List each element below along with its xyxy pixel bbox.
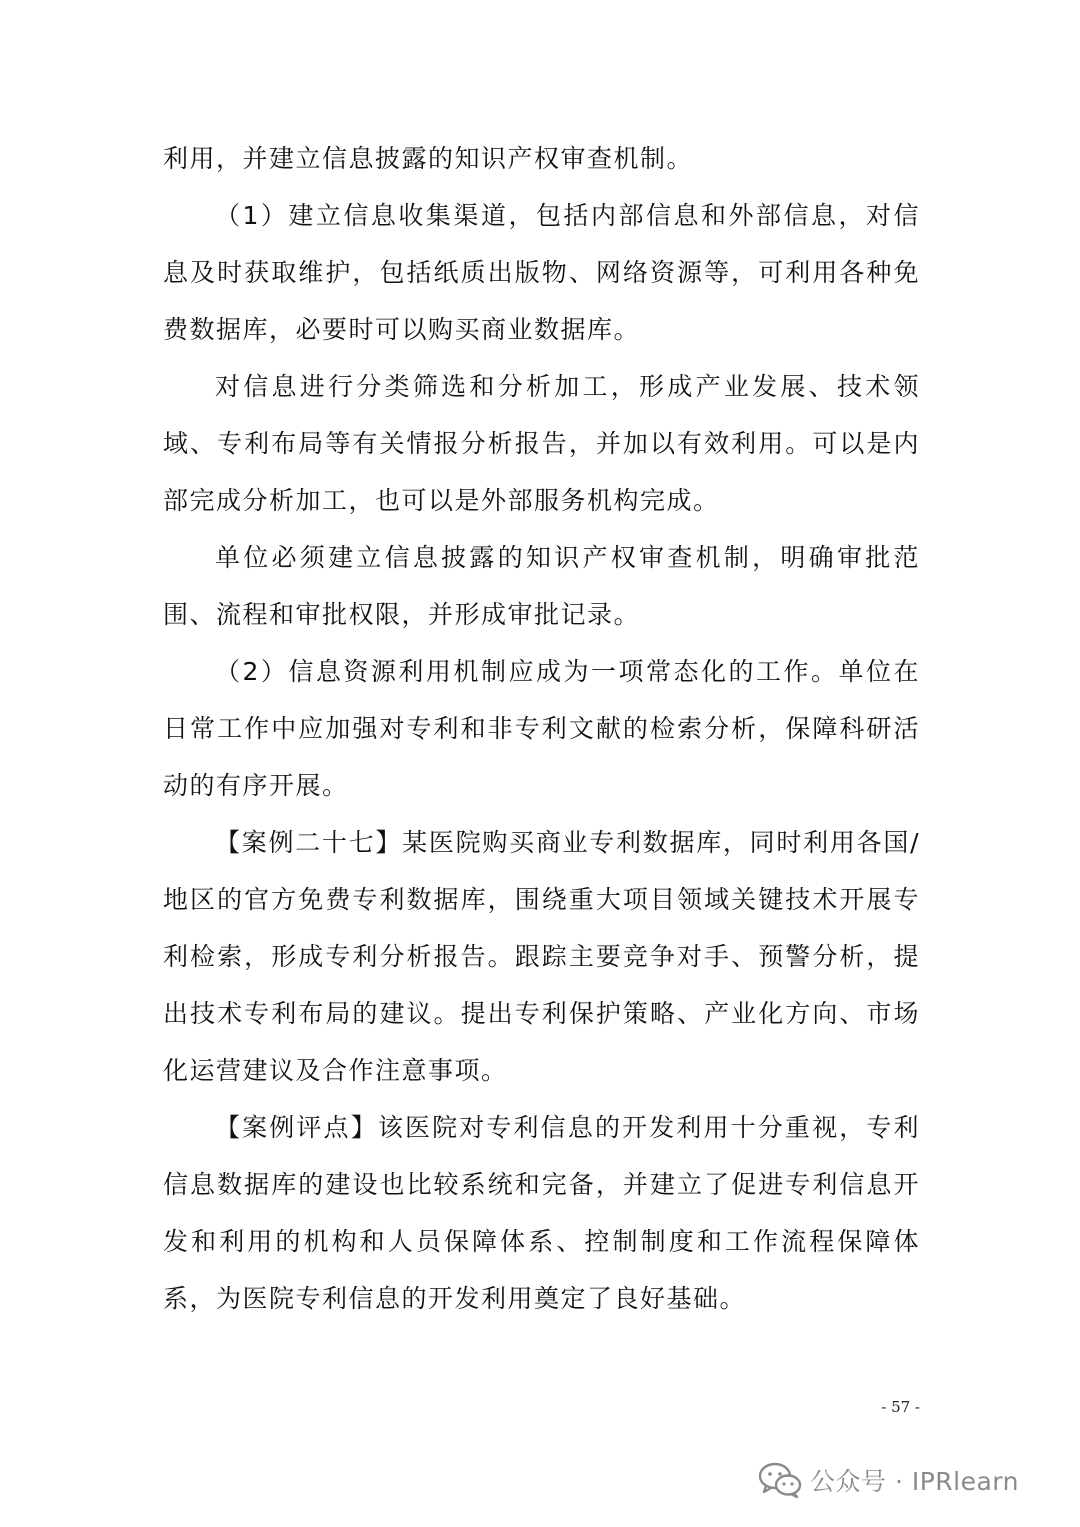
paragraph: 单位必须建立信息披露的知识产权审查机制，明确审批范围、流程和审批权限，并形成审批记录。 xyxy=(163,543,920,629)
watermark xyxy=(758,1455,1019,1505)
watermark-text: 公众号 · IPRlearn xyxy=(810,1467,1019,1496)
wechat-icon xyxy=(758,1461,802,1499)
paragraph: 对信息进行分类筛选和分析加工，形成产业发展、技术领域、专利布局等有关情报分析报告，并加以有效利用。可以是内部完成分析加工，也可以是外部服务机构完成。 xyxy=(163,372,920,515)
page-number: - 57 - xyxy=(881,1398,920,1416)
paragraph: 【案例评点】该医院对专利信息的开发利用十分重视，专利信息数据库的建设也比较系统和完备，并建立了促进专利信息开发和利用的机构和人员保障体系、控制制度和工作流程保障体系，为医院专利信息的开发利用奠定了良好基础。 xyxy=(163,1113,920,1313)
paragraph: （2）信息资源利用机制应成为一项常态化的工作。单位在日常工作中应加强对专利和非专利文献的检索分析，保障科研活动的有序开展。 xyxy=(163,657,920,800)
document-body xyxy=(163,130,920,1327)
paragraph: 利用，并建立信息披露的知识产权审查机制。 xyxy=(163,144,694,173)
paragraph: 【案例二十七】某医院购买商业专利数据库，同时利用各国/地区的官方免费专利数据库，围绕重大项目领域关键技术开展专利检索，形成专利分析报告。跟踪主要竞争对手、预警分析，提出技术专利布局的建议。提出专利保护策略、产业化方向、市场化运营建议及合作注意事项。 xyxy=(163,828,920,1085)
paragraph: （1）建立信息收集渠道，包括内部信息和外部信息，对信息及时获取维护，包括纸质出版物、网络资源等，可利用各种免费数据库，必要时可以购买商业数据库。 xyxy=(163,201,920,344)
